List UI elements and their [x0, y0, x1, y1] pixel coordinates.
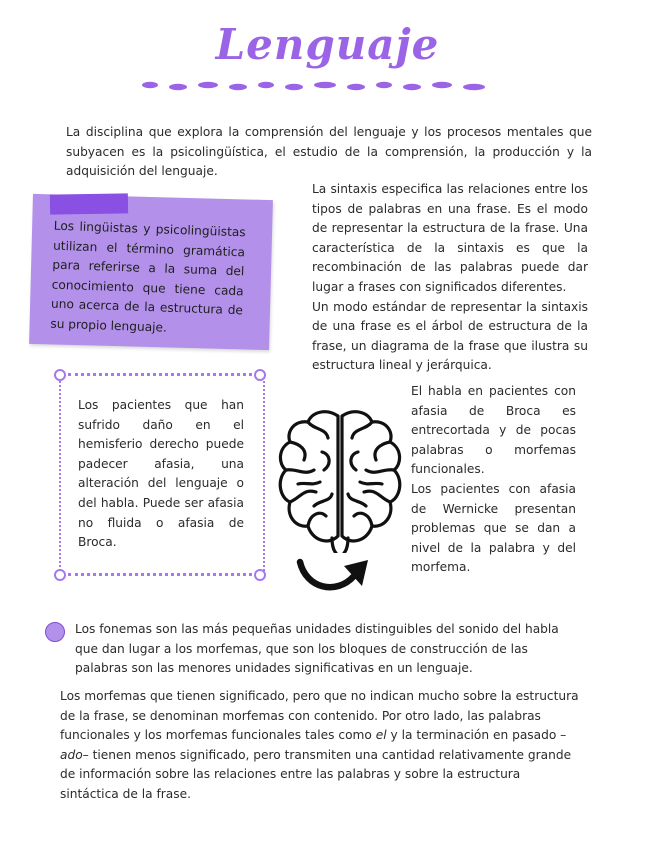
- frame-corner-dot: [54, 569, 66, 581]
- morfemas-ado: –ado–: [60, 728, 567, 762]
- fonemas-paragraph: Los fonemas son las más pequeñas unidades distinguibles del sonido del habla que dan lugar a los morfemas, que son los bloques de construcción de las palabras son las menores unidades significativas en un lenguaje.: [75, 622, 559, 676]
- bullet-circle-icon: [45, 622, 65, 642]
- frame-bottom-line: [68, 573, 252, 576]
- morfemas-text-1: Los morfemas que tienen significado, pero que no indican mucho sobre la estructura de la frase, se denominan morfemas con contenido. Por otro lado, las palabras funcionales y los morfemas funcionales tales como: [60, 689, 579, 743]
- frame-corner-dot: [54, 369, 66, 381]
- morfemas-el: el: [375, 728, 387, 743]
- sticky-note-tab: [50, 193, 128, 214]
- title-dash: [314, 82, 336, 88]
- broca-text: El habla en pacientes con afasia de Broca es entrecortada y de pocas palabras o morfemas funcionales.: [411, 384, 576, 477]
- sintaxis-text-2: Un modo estándar de representar la sintaxis de una frase es el árbol de estructura de la frase, un diagrama de la frase que ilustra su estructura lineal y jerárquica.: [312, 299, 588, 373]
- frame-corner-dot: [254, 369, 266, 381]
- sintaxis-paragraph: [312, 180, 588, 376]
- title-dash: [198, 82, 218, 88]
- morfemas-paragraph: [60, 687, 582, 805]
- title-dash: [347, 84, 365, 90]
- title-dash: [463, 84, 485, 90]
- brain-icon: [274, 408, 406, 553]
- title-dash: [142, 82, 158, 88]
- sintaxis-text-1: La sintaxis especifica las relaciones entre los tipos de palabras en una frase. Es el modo de representar la estructura de la frase. Una característica de la sintaxis es que la recombinación de las palabras puede dar lugar a frases con significados diferentes.: [312, 182, 588, 294]
- title-dash: [258, 82, 274, 88]
- title-dash: [432, 82, 452, 88]
- title-dash: [169, 84, 187, 90]
- title-dashed-underline: [140, 78, 490, 94]
- sticky-note-text: Los lingüistas y psicolingüistas utilizan el término gramática para referirse a la suma del conocimiento que tiene cada uno acerca de la estructura de su propio lenguaje.: [50, 218, 246, 335]
- page-title: Lenguaje: [215, 20, 440, 69]
- title-dash: [229, 84, 247, 90]
- wernicke-text: Los pacientes con afasia de Wernicke presentan problemas que se dan a nivel de la palabra y del morfema.: [411, 481, 576, 575]
- curved-arrow-icon: [296, 552, 376, 598]
- afasia-paragraph: [411, 382, 576, 578]
- frame-corner-dot: [254, 569, 266, 581]
- title-dash: [403, 84, 421, 90]
- morfemas-text-3: tienen menos significado, pero transmiten una cantidad relativamente grande de información sobre las relaciones entre las palabras y sobre la estructura sintáctica de la frase.: [60, 747, 572, 801]
- title-dash: [376, 82, 392, 88]
- intro-paragraph: La disciplina que explora la comprensión del lenguaje y los procesos mentales que subyacen es la psicolingüística, el estudio de la comprensión, la producción y la adquisición del lenguaje.: [66, 125, 592, 179]
- frame-top-line: [68, 373, 252, 376]
- title-dash: [285, 84, 303, 90]
- morfemas-text-2: y la terminación en pasado: [386, 728, 561, 743]
- hemisferio-text: Los pacientes que han sufrido daño en el hemisferio derecho puede padecer afasia, una alteración del lenguaje o del habla. Puede ser afasia no fluida o afasia de Broca.: [78, 398, 244, 550]
